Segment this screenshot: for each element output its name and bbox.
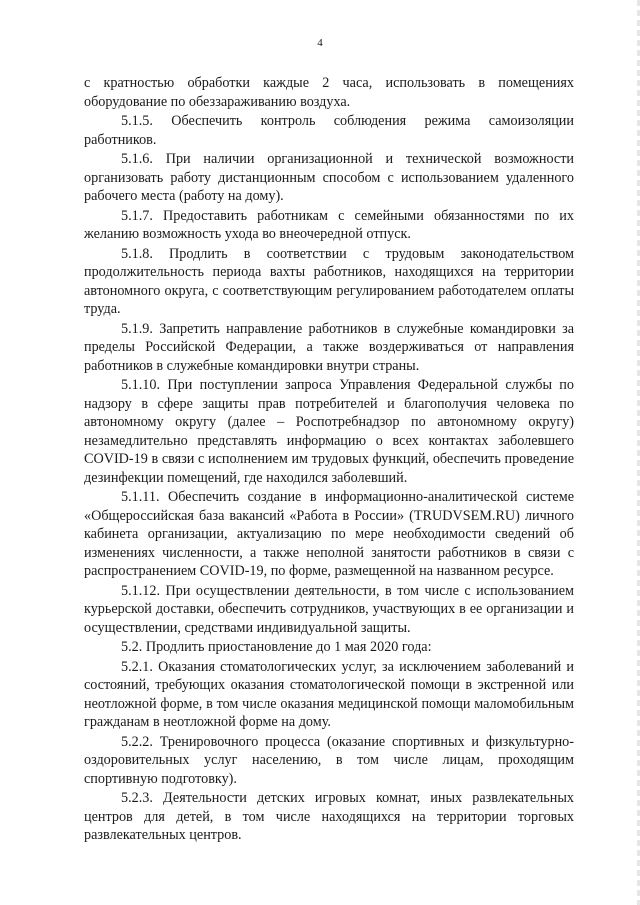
- paragraph-5-2: 5.2. Продлить приостановление до 1 мая 2020 года:: [121, 639, 432, 655]
- paragraph-5-2-2: 5.2.2. Тренировочного процесса (оказание спортивных и физкультурно-оздоровительных услуг населению, в том числе лицам, проходящим спортивную подготовку).: [84, 733, 574, 787]
- paragraph-continuation: с кратностью обработки каждые 2 часа, использовать в помещениях оборудование по обеззараживанию воздуха.: [84, 75, 574, 110]
- paragraph-5-2-1: 5.2.1. Оказания стоматологических услуг, за исключением заболеваний и состояний, требующих оказания стоматологической помощи в экстренной или неотложной форме, в том числе оказания медицинской помощи маломобильным гражданам в неотложной форме на дому.: [84, 658, 574, 730]
- paragraph-5-1-10: 5.1.10. При поступлении запроса Управления Федеральной службы по надзору в сфере защиты прав потребителей и благополучия человека по автономному округу (далее – Роспотребнадзор по автономному округу) незамедлительно представлять информацию о всех контактах заболевшего COVID-19 в связи с исполнением им трудовых функций, обеспечить проведение дезинфекции помещений, где находился заболевший.: [84, 377, 574, 486]
- paragraph-5-1-7: 5.1.7. Предоставить работникам с семейными обязанностями по их желанию возможность ухода во внеочередной отпуск.: [84, 207, 574, 242]
- paragraph-5-1-12: 5.1.12. При осуществлении деятельности, в том числе с использованием курьерской доставки, обеспечить сотрудников, участвующих в ее организации и осуществлении, средствами индивидуальной защиты.: [84, 582, 574, 636]
- paragraph-5-2-3: 5.2.3. Деятельности детских игровых комнат, иных развлекательных центров для детей, в том числе находящихся на территории торговых развлекательных центров.: [84, 790, 574, 843]
- paragraph-5-1-8: 5.1.8. Продлить в соответствии с трудовым законодательством продолжительность периода вахты работников, находящихся на территории автономного округа, с соответствующим регулированием работодателем оплаты труда.: [84, 245, 574, 317]
- page-number: 4: [317, 37, 323, 49]
- document-body: [84, 74, 574, 846]
- paragraph-5-1-9: 5.1.9. Запретить направление работников в служебные командировки за пределы Российской Федерации, а также воздерживаться от направления работников в служебные командировки внутри страны.: [84, 320, 574, 374]
- paragraph-5-1-6: 5.1.6. При наличии организационной и технической возможности организовать работу дистанционным способом с использованием удаленного рабочего места (работу на дому).: [84, 151, 574, 204]
- paragraph-5-1-11: 5.1.11. Обеспечить создание в информационно-аналитической системе «Общероссийская база вакансий «Работа в России» (TRUDVSEM.RU) личного кабинета организации, актуализацию по мере необходимости сведений об изменениях численности, а также неполной занятости работников в связи с распространением COVID-19, по форме, размещенной на названном ресурсе.: [84, 489, 574, 579]
- paragraph-5-1-5: 5.1.5. Обеспечить контроль соблюдения режима самоизоляции работников.: [84, 113, 574, 148]
